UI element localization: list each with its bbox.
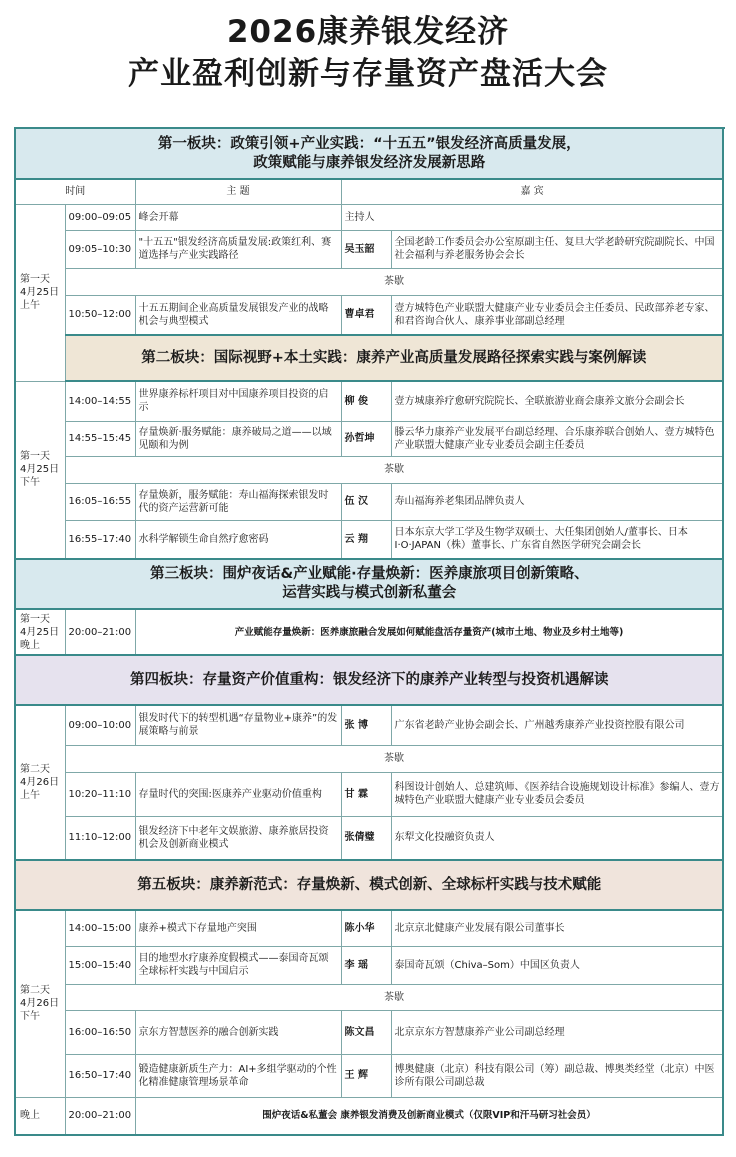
session-speaker: 曹卓君	[341, 295, 391, 335]
speaker-bio: 科图设计创始人、总建筑师、《医养结合设施规划设计标准》参编人、壹方城特色产业联盟大健康产业专业委员会委员	[391, 772, 723, 816]
main-title-line1: 2026康养银发经济	[226, 14, 510, 50]
session-topic: 银发时代下的转型机遇“存量物业+康养”的发展策略与前景	[135, 705, 341, 745]
section-2-title: 第二板块：国际视野+本土实践：康养产业高质量发展路径探索实践与案例解读	[141, 349, 647, 366]
speaker-bio: 北京京东方智慧康养产业公司副总经理	[391, 1010, 723, 1054]
tea-break: 茶歇	[65, 456, 723, 483]
session-topic: 锻造健康新质生产力：AI+多组学驱动的个性化精准健康管理场景革命	[135, 1054, 341, 1097]
session-speaker: 陈小华	[341, 910, 391, 946]
speaker-bio: 寿山福海养老集团品牌负责人	[391, 483, 723, 520]
speaker-bio: 日本东京大学工学及生物学双硕士、大任集团创始人/董事长、日本I·O·JAPAN（株）董事长、广东省自然医学研究会副会长	[391, 520, 723, 559]
speaker-bio: 泰国奇瓦颂（Chiva–Som）中国区负责人	[391, 946, 723, 984]
session-speaker: 甘 霖	[341, 772, 391, 816]
session-topic: 水科学解锁生命自然疗愈密码	[135, 520, 341, 559]
session-time: 20:00–21:00	[65, 1097, 135, 1135]
section-5-day: 第二天 4月26日 下午	[15, 910, 65, 1097]
title-block	[0, 0, 736, 126]
session-speaker: 李 瑶	[341, 946, 391, 984]
session-content: 围炉夜话&私董会 康养银发消费及创新商业模式（仅限VIP和汗马研习社会员）	[135, 1097, 723, 1135]
speaker-bio: 东犁文化投融资负责人	[391, 816, 723, 860]
section-5-title: 第五板块：康养新范式：存量焕新、模式创新、全球标杆实践与技术赋能	[137, 876, 602, 893]
section-3-header	[15, 559, 723, 609]
section-4-day: 第二天 4月26日 上午	[15, 705, 65, 860]
speaker-bio: 广东省老龄产业协会副会长、广州越秀康养产业投资控股有限公司	[391, 705, 723, 745]
session-time: 15:00–15:40	[65, 946, 135, 984]
section-3-day: 第一天 4月25日 晚上	[15, 609, 65, 655]
session-topic: 京东方智慧医养的融合创新实践	[135, 1010, 341, 1054]
session-time: 16:00–16:50	[65, 1010, 135, 1054]
session-time: 16:55–17:40	[65, 520, 135, 559]
session-time: 14:00–15:00	[65, 910, 135, 946]
speaker-bio: 全国老龄工作委员会办公室原副主任、复旦大学老龄研究院副院长、中国社会福利与养老服务协会会长	[391, 230, 723, 268]
tea-break: 茶歇	[65, 984, 723, 1010]
session-topic: 十五五期间企业高质量发展银发产业的战略机会与典型模式	[135, 295, 341, 335]
section-3-title-line2: 运营实践与模式创新私董会	[282, 585, 457, 601]
speaker-bio: 壹方城康养疗愈研究院院长、全联旅游业商会康养文旅分会副会长	[391, 381, 723, 421]
header-time: 时间	[15, 179, 135, 204]
section-1-day: 第一天 4月25日 上午	[15, 204, 65, 381]
speaker-bio: 博奥健康（北京）科技有限公司（筹）副总裁、博奥类经堂（北京）中医诊所有限公司副总裁	[391, 1054, 723, 1097]
session-host: 主持人	[341, 204, 723, 230]
session-content: 产业赋能存量焕新：医养康旅融合发展如何赋能盘活存量资产(城市土地、物业及乡村土地等)	[135, 609, 723, 655]
session-topic: 存量焕新，服务赋能：寿山福海探索银发时代的资产运营新可能	[135, 483, 341, 520]
session-time: 11:10–12:00	[65, 816, 135, 860]
header-topic: 主 题	[135, 179, 341, 204]
session-time: 09:05–10:30	[65, 230, 135, 268]
section-1-title-line2: 政策赋能与康养银发经济发展新思路	[253, 154, 486, 171]
session-speaker: 伍 汉	[341, 483, 391, 520]
session-speaker: 陈文昌	[341, 1010, 391, 1054]
section-1-header	[15, 128, 723, 179]
session-topic: 康养+模式下存量地产突围	[135, 910, 341, 946]
session-time: 09:00–10:00	[65, 705, 135, 745]
session-time: 16:50–17:40	[65, 1054, 135, 1097]
tea-break: 茶歇	[65, 268, 723, 295]
session-speaker: 王 辉	[341, 1054, 391, 1097]
session-speaker: 柳 俊	[341, 381, 391, 421]
section-4-header	[15, 655, 723, 705]
section-3-title-line1: 第三板块：围炉夜话&产业赋能·存量焕新：医养康旅项目创新策略、	[149, 566, 589, 582]
agenda-table	[14, 127, 724, 1136]
session-topic: 存量时代的突围:医康养产业驱动价值重构	[135, 772, 341, 816]
session-time: 10:50–12:00	[65, 295, 135, 335]
main-title-line2: 产业盈利创新与存量资产盘活大会	[128, 56, 608, 92]
session-speaker: 吴玉韶	[341, 230, 391, 268]
section-4-title: 第四板块：存量资产价值重构：银发经济下的康养产业转型与投资机遇解读	[130, 671, 609, 688]
session-speaker: 张 博	[341, 705, 391, 745]
section-5-header	[15, 860, 723, 910]
session-topic: 银发经济下中老年文娱旅游、康养旅居投资机会及创新商业模式	[135, 816, 341, 860]
night-day: 晚上	[15, 1097, 65, 1135]
session-time: 09:00–09:05	[65, 204, 135, 230]
session-topic: 目的地型水疗康养度假模式——泰国奇瓦颂全球标杆实践与中国启示	[135, 946, 341, 984]
section-1-title-line1: 第一板块：政策引领+产业实践：“十五五”银发经济高质量发展，	[157, 135, 581, 152]
session-time: 14:00–14:55	[65, 381, 135, 421]
section-2-day: 第一天 4月25日 下午	[15, 381, 65, 559]
header-guest: 嘉 宾	[341, 179, 723, 204]
session-topic: 峰会开幕	[135, 204, 341, 230]
section-2-header	[65, 335, 723, 381]
session-time: 10:20–11:10	[65, 772, 135, 816]
session-time: 14:55–15:45	[65, 421, 135, 456]
session-speaker: 张倩璧	[341, 816, 391, 860]
speaker-bio: 北京京北健康产业发展有限公司董事长	[391, 910, 723, 946]
session-topic: "十五五"银发经济高质量发展:政策红利、赛道选择与产业实践路径	[135, 230, 341, 268]
session-topic: 世界康养标杆项目对中国康养项目投资的启示	[135, 381, 341, 421]
speaker-bio: 滕云华力康养产业发展平台副总经理、合乐康养联合创始人、壹方城特色产业联盟大健康产业专业委员会副主任委员	[391, 421, 723, 456]
session-speaker: 云 翔	[341, 520, 391, 559]
tea-break: 茶歇	[65, 745, 723, 772]
speaker-bio: 壹方城特色产业联盟大健康产业专业委员会主任委员、民政部养老专家、和君咨询合伙人、康养事业部副总经理	[391, 295, 723, 335]
session-speaker: 孙哲坤	[341, 421, 391, 456]
session-topic: 存量焕新·服务赋能：康养破局之道——以域见颐和为例	[135, 421, 341, 456]
session-time: 20:00–21:00	[65, 609, 135, 655]
session-time: 16:05–16:55	[65, 483, 135, 520]
